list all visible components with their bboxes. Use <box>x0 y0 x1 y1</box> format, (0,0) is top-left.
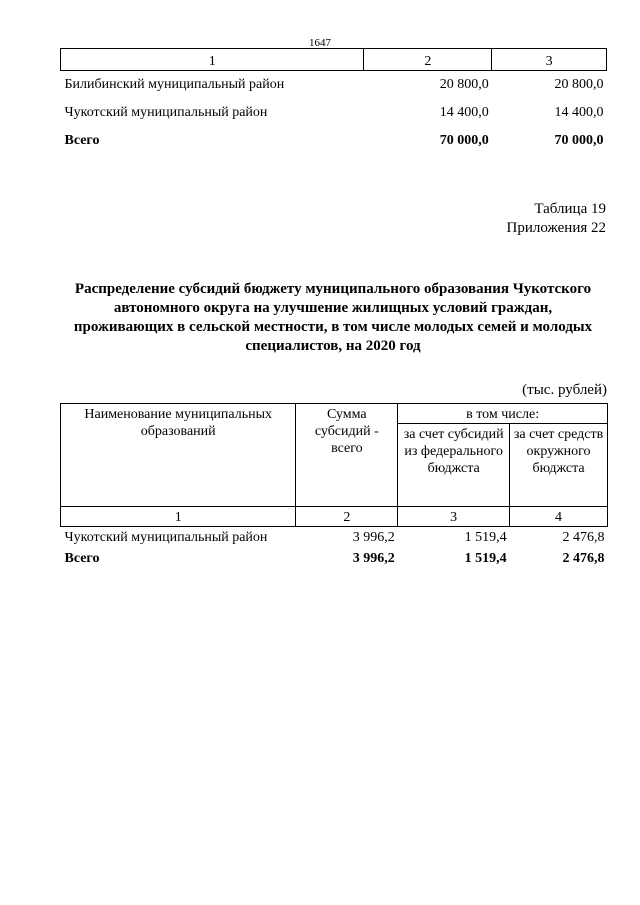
amount-cell: 20 800,0 <box>439 77 489 92</box>
column-number: 2 <box>296 507 398 527</box>
amount-cell: 14 400,0 <box>554 105 604 120</box>
amount-cell: 20 800,0 <box>554 77 604 92</box>
federal-amount: 1 519,4 <box>464 529 507 545</box>
table-row <box>61 71 607 100</box>
units-label: (тыс. рублей) <box>522 382 607 398</box>
allocation-table-continued <box>60 48 607 155</box>
column-number: 4 <box>510 507 608 527</box>
column-number: 1 <box>61 49 364 71</box>
header-including: в том числе: <box>398 404 608 424</box>
column-number: 1 <box>61 507 296 527</box>
federal-amount: 1 519,4 <box>464 550 507 566</box>
appendix-label: Приложения 22 <box>506 220 606 236</box>
municipality-name: Билибинский муниципальный район <box>64 77 285 92</box>
total-subsidy-amount: 3 996,2 <box>352 529 395 545</box>
header-municipality: Наименование муниципальных образований <box>61 404 296 507</box>
total-subsidy-amount: 3 996,2 <box>352 550 395 566</box>
header-federal-funds: за счет субсидий из федерального бюджста <box>398 424 510 507</box>
total-amount: 70 000,0 <box>439 133 489 148</box>
total-label: Всего <box>64 550 100 566</box>
title-line: Распределение субсидий бюджету муниципального образования Чукотского <box>74 281 592 297</box>
district-amount: 2 476,8 <box>562 550 605 566</box>
title-line: проживающих в сельской местности, в том числе молодых семей и молодых <box>73 319 593 335</box>
title-line: автономного округа на улучшение жилищных условий граждан, <box>113 300 553 316</box>
total-amount: 70 000,0 <box>554 133 604 148</box>
amount-cell: 14 400,0 <box>439 105 489 120</box>
district-amount: 2 476,8 <box>562 529 605 545</box>
column-number: 2 <box>364 49 492 71</box>
total-row <box>61 548 608 569</box>
column-number-row <box>61 507 608 527</box>
table-row <box>61 527 608 549</box>
municipality-name: Чукотский муниципальный район <box>64 529 268 545</box>
column-number: 3 <box>492 49 607 71</box>
table-label: Таблица 19 <box>534 201 606 217</box>
header-total-subsidy: Сумма субсидий - всего <box>296 404 398 507</box>
table-row <box>61 99 607 127</box>
municipality-name: Чукотский муниципальный район <box>64 105 268 120</box>
page-number: 1647 <box>309 37 331 49</box>
header-district-funds: за счет средств окружного бюджста <box>510 424 608 507</box>
total-label: Всего <box>64 133 100 148</box>
total-row <box>61 127 607 155</box>
column-number-row <box>61 49 607 71</box>
column-number: 3 <box>398 507 510 527</box>
title-line: специалистов, на 2020 год <box>245 338 421 354</box>
document-title <box>60 280 606 356</box>
subsidy-distribution-table <box>60 403 608 569</box>
